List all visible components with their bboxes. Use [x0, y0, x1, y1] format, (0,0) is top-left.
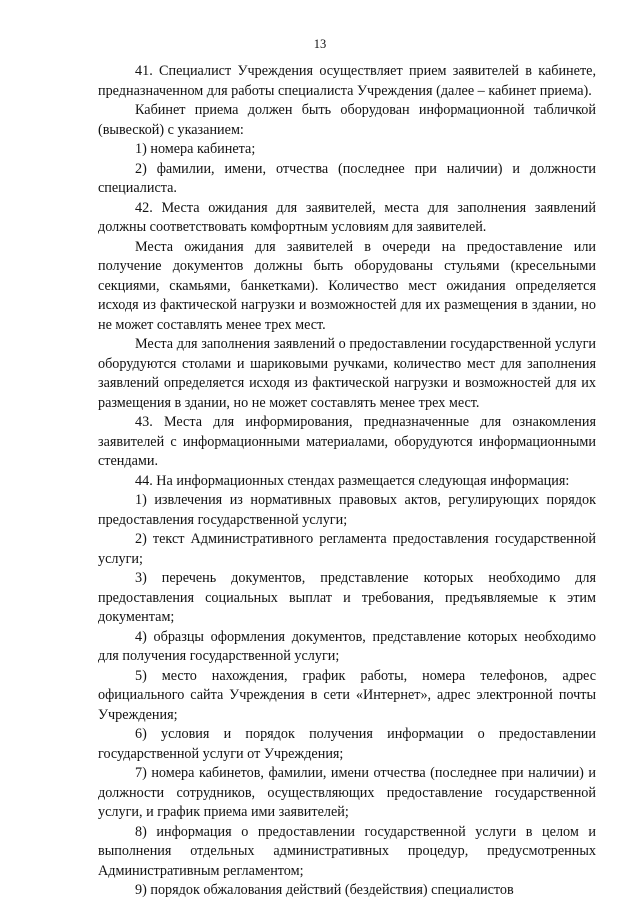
paragraph-41: 41. Специалист Учреждения осуществляет прием заявителей в кабинете, предназначенном для работы специалиста Учреждения (далее – кабинет приема).: [98, 63, 596, 99]
list-item-4: 4) образцы оформления документов, представление которых необходимо для получения государственной услуги;: [98, 628, 596, 664]
list-item-1: 1) извлечения из нормативных правовых актов, регулирующих порядок предоставления государственной услуги;: [98, 492, 596, 528]
list-item-2: 2) текст Административного регламента предоставления государственной услуги;: [98, 531, 596, 567]
page-number: 13: [313, 37, 327, 51]
paragraph-42: 42. Места ожидания для заявителей, места для заполнения заявлений должны соответствовать комфортным условиям для заявителей.: [98, 199, 596, 235]
paragraph-waiting-places: Места ожидания для заявителей в очереди на предоставление или получение документов должны быть оборудованы стульями (кресельными секциями, скамьями, банкетками). Количество мест ожидания определяется исходя из фактической нагрузки и возможностей для их размещения в здании, но не может составлять менее трех мест.: [98, 238, 596, 333]
list-item-3: 3) перечень документов, представление которых необходимо для предоставления социальных выплат и требования, предъявляемые к этим документам;: [98, 570, 596, 625]
list-item-5: 5) место нахождения, график работы, номера телефонов, адрес официального сайта Учреждения в сети «Интернет», адрес электронной почты Учреждения;: [98, 667, 596, 723]
paragraph-office-sign: Кабинет приема должен быть оборудован информационной табличкой (вывеской) с указанием:: [98, 102, 596, 138]
page-body: [98, 62, 596, 901]
list-item-9: 9) порядок обжалования действий (бездействия) специалистов: [135, 882, 514, 898]
list-item-specialist-name: 2) фамилии, имени, отчества (последнее при наличии) и должности специалиста.: [98, 160, 596, 196]
paragraph-44: 44. На информационных стендах размещается следующая информация:: [135, 472, 570, 489]
list-item-7: 7) номера кабинетов, фамилии, имени отчества (последнее при наличии) и должности сотрудников, осуществляющих предоставление государственной услуги, и график приема ими заявителей;: [98, 765, 596, 820]
paragraph-filling-places: Места для заполнения заявлений о предоставлении государственной услуги оборудуются столами и шариковыми ручками, количество мест для заполнения заявлений определяется исходя из фактической нагрузки и возможностей для их размещения в здании, но не может составлять менее трех мест.: [98, 336, 596, 411]
paragraph-43: 43. Места для информирования, предназначенные для ознакомления заявителей с информационными материалами, оборудуются информационными стендами.: [98, 414, 596, 469]
list-item-8: 8) информация о предоставлении государственной услуги в целом и выполнения отдельных административных процедур, предусмотренных Административным регламентом;: [98, 823, 596, 879]
list-item-6: 6) условия и порядок получения информации о предоставлении государственной услуги от Учреждения;: [98, 726, 596, 762]
list-item-office-number: 1) номера кабинета;: [135, 141, 256, 157]
